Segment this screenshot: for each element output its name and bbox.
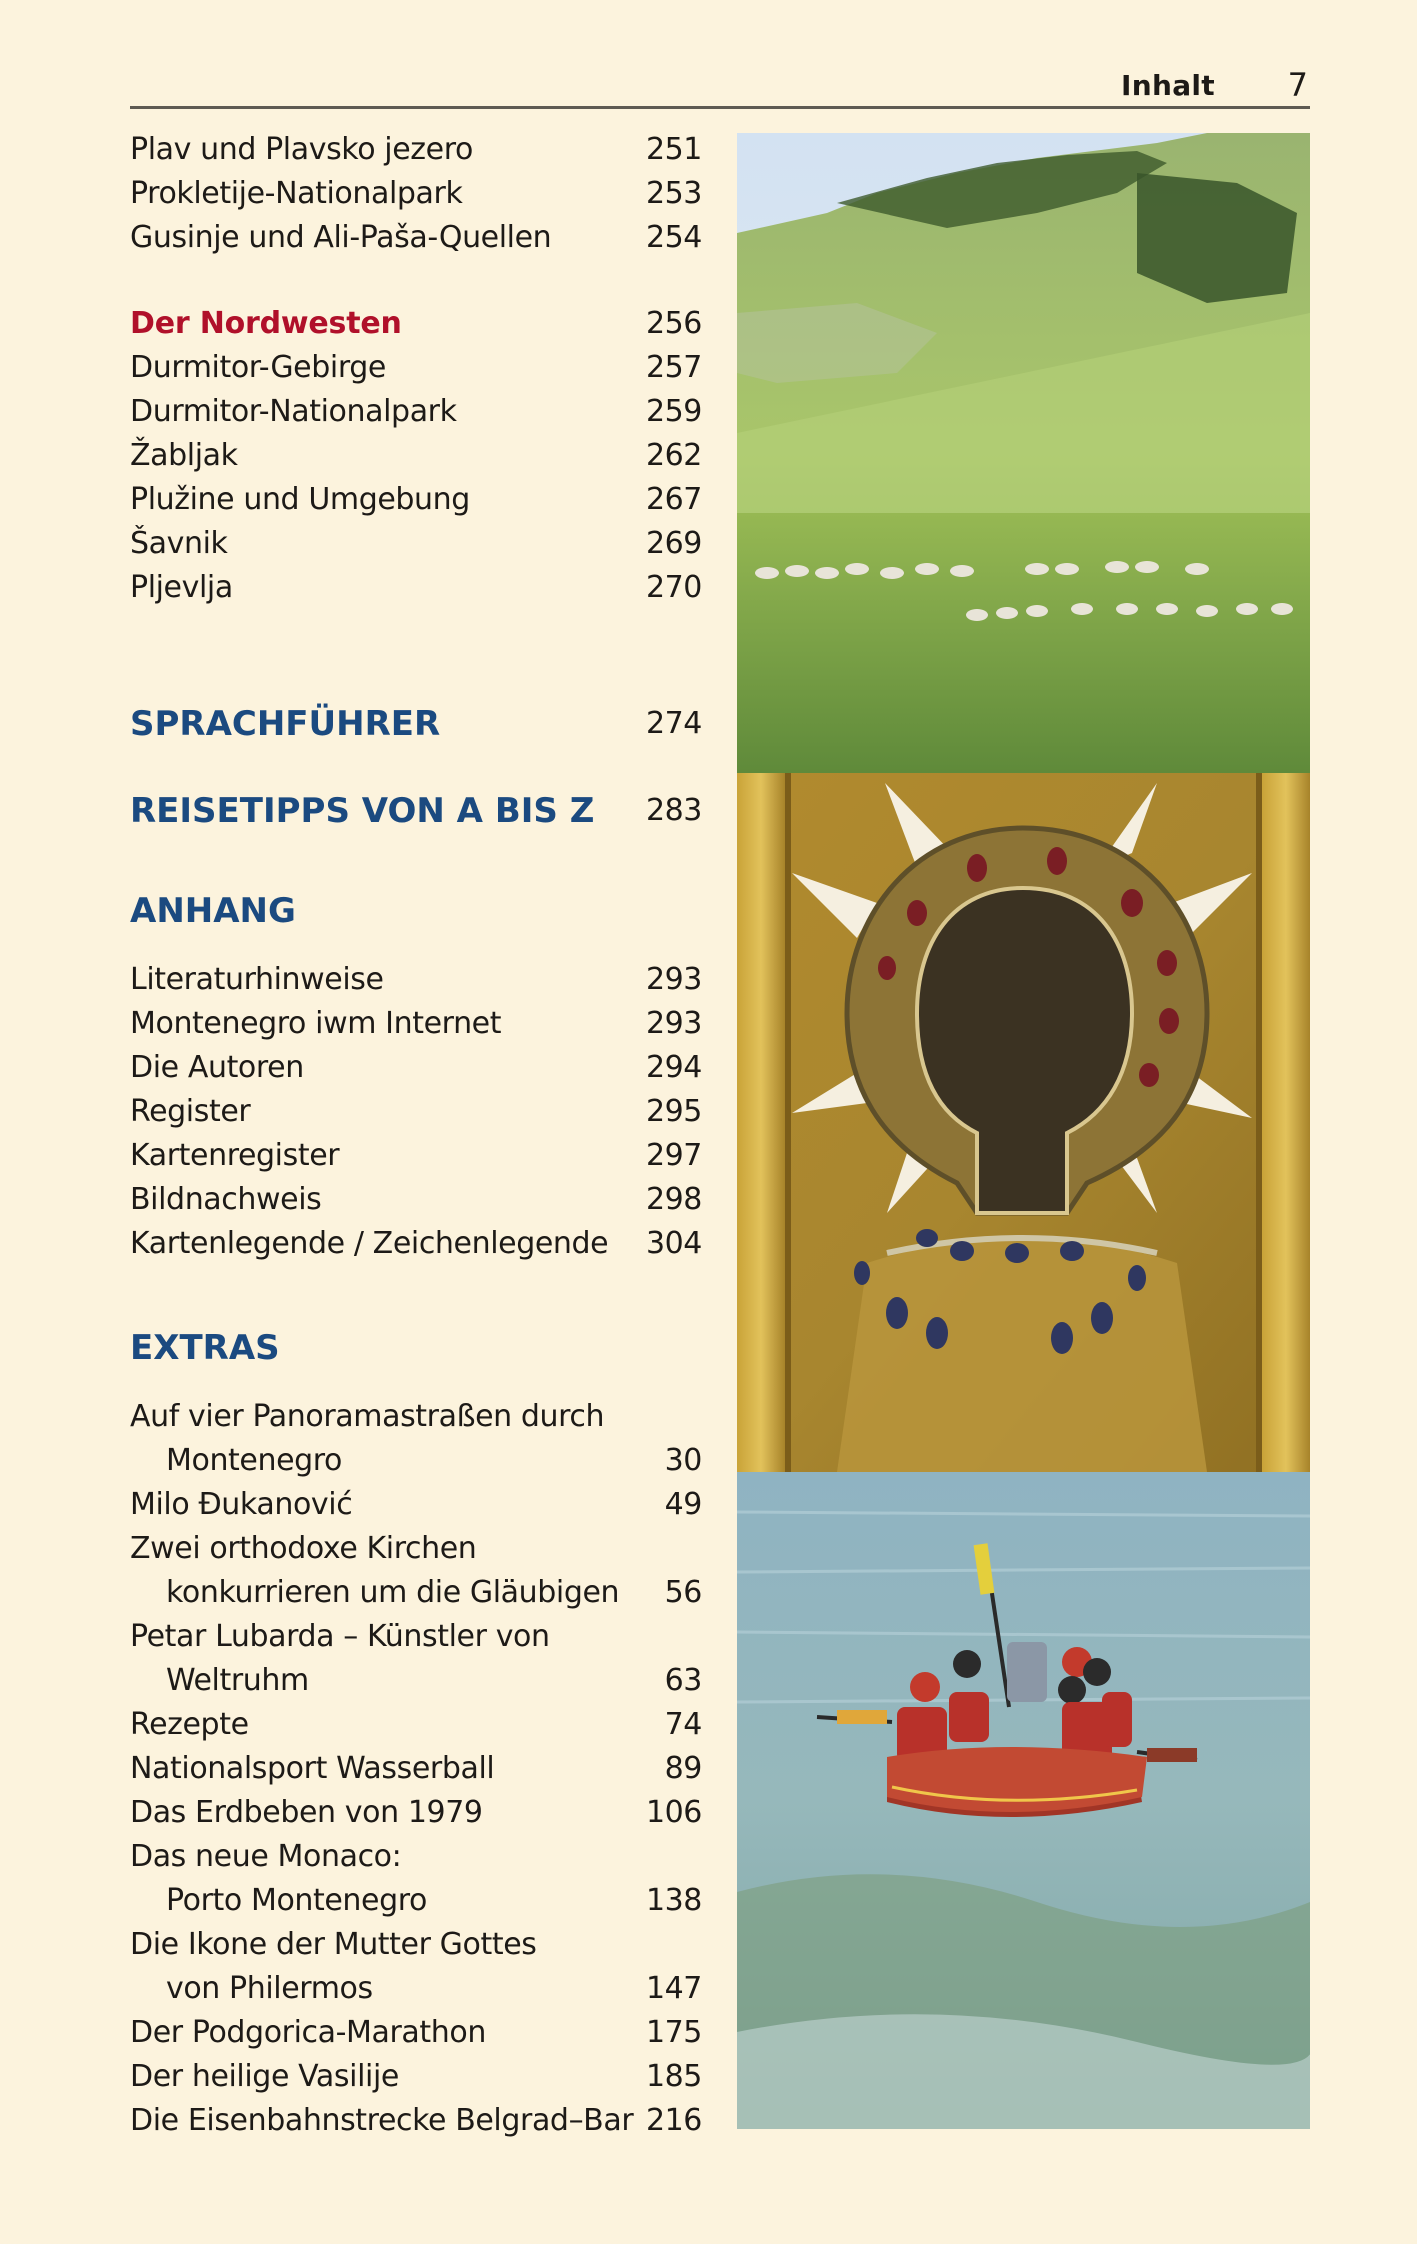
toc-entry-label: Gusinje und Ali-Paša-Quellen [130, 220, 552, 255]
toc-entry-label: Šavnik [130, 526, 228, 561]
toc-entry-label-continued: Weltruhm [166, 1663, 309, 1698]
toc-entry[interactable] [130, 1791, 702, 1835]
toc-entry-page: 106 [645, 1795, 702, 1830]
toc-entry-page: 295 [645, 1094, 702, 1129]
toc-entry-label: Pljevlja [130, 570, 233, 605]
toc-extra-line1[interactable] [130, 1395, 702, 1439]
toc-extra-line1[interactable] [130, 1923, 702, 1967]
toc-entry-page: 256 [645, 306, 702, 341]
toc-entry-page: 63 [664, 1663, 702, 1698]
toc-entry-page: 175 [645, 2015, 702, 2050]
running-head-title: Inhalt [1121, 69, 1215, 102]
toc-extra-line1[interactable] [130, 1835, 702, 1879]
toc-entry-page: 138 [645, 1883, 702, 1918]
toc-entry-page: 293 [645, 962, 702, 997]
toc-entry-label: Literaturhinweise [130, 962, 384, 997]
toc-entry[interactable] [130, 2011, 702, 2055]
table-of-contents [130, 0, 702, 2244]
toc-entry[interactable] [130, 522, 702, 566]
toc-entry-label: Prokletije-Nationalpark [130, 176, 463, 211]
toc-extra-line2[interactable] [130, 1439, 702, 1483]
toc-entry-label: Montenegro iwm Internet [130, 1006, 502, 1041]
toc-entry-label: Durmitor-Nationalpark [130, 394, 457, 429]
toc-entry[interactable] [130, 2099, 702, 2143]
toc-entry-label: Die Autoren [130, 1050, 304, 1085]
toc-entry[interactable] [130, 958, 702, 1002]
toc-extra-line1[interactable] [130, 1615, 702, 1659]
toc-entry-label: Žabljak [130, 438, 238, 473]
toc-section-sprachfuehrer[interactable] [130, 702, 702, 746]
toc-entry-page: 89 [664, 1751, 702, 1786]
toc-entry-label: Auf vier Panoramastraßen durch [130, 1399, 605, 1434]
toc-entry-label: Kartenlegende / Zeichenlegende [130, 1226, 609, 1261]
toc-entry[interactable] [130, 1222, 702, 1266]
toc-entry[interactable] [130, 1134, 702, 1178]
toc-entry-page: 185 [645, 2059, 702, 2094]
toc-entry-page: 298 [645, 1182, 702, 1217]
toc-entry-page: 74 [664, 1707, 702, 1742]
toc-entry[interactable] [130, 346, 702, 390]
toc-entry-label-continued: von Philermos [166, 1971, 373, 2006]
toc-entry-label: Milo Đukanović [130, 1487, 353, 1522]
toc-entry-label: Bildnachweis [130, 1182, 322, 1217]
toc-entry[interactable] [130, 1483, 702, 1527]
toc-entry-page: 294 [645, 1050, 702, 1085]
photo-column [737, 133, 1310, 2129]
toc-entry-label: Durmitor-Gebirge [130, 350, 386, 385]
section-heading: EXTRAS [130, 1328, 280, 1368]
toc-entry-page: 270 [645, 570, 702, 605]
toc-entry[interactable] [130, 1178, 702, 1222]
toc-entry[interactable] [130, 390, 702, 434]
icon-image [737, 773, 1310, 1472]
toc-entry-page: 56 [664, 1575, 702, 1610]
toc-entry-label: Zwei orthodoxe Kirchen [130, 1531, 477, 1566]
toc-entry-page: 269 [645, 526, 702, 561]
toc-entry[interactable] [130, 1703, 702, 1747]
toc-entry-page: 262 [645, 438, 702, 473]
toc-chapter-der-nordwesten[interactable] [130, 302, 702, 346]
toc-extra-line2[interactable] [130, 1571, 702, 1615]
toc-entry-page: 254 [645, 220, 702, 255]
toc-entry-label: Plav und Plavsko jezero [130, 132, 473, 167]
section-heading: ANHANG [130, 891, 296, 931]
toc-entry-page: 49 [664, 1487, 702, 1522]
toc-entry-label: Register [130, 1094, 251, 1129]
page-number: 7 [1287, 66, 1308, 104]
toc-entry-page: 30 [664, 1443, 702, 1478]
toc-entry-page: 257 [645, 350, 702, 385]
toc-entry-page: 216 [645, 2103, 702, 2138]
toc-entry[interactable] [130, 128, 702, 172]
toc-entry[interactable] [130, 1002, 702, 1046]
toc-entry[interactable] [130, 1747, 702, 1791]
toc-entry-page: 267 [645, 482, 702, 517]
photo-mountain-pasture [737, 133, 1310, 773]
toc-extra-line2[interactable] [130, 1879, 702, 1923]
section-heading: REISETIPPS VON A BIS Z [130, 791, 595, 831]
toc-entry-page: 251 [645, 132, 702, 167]
toc-entry[interactable] [130, 216, 702, 260]
photo-icon-philermos [737, 773, 1310, 1472]
toc-entry-label: Nationalsport Wasserball [130, 1751, 495, 1786]
toc-section-reisetipps[interactable] [130, 789, 702, 833]
toc-entry-label: Plužine und Umgebung [130, 482, 470, 517]
toc-entry-label: Die Ikone der Mutter Gottes [130, 1927, 537, 1962]
toc-entry-label: Petar Lubarda – Künstler von [130, 1619, 550, 1654]
toc-entry-page: 304 [645, 1226, 702, 1261]
toc-extra-line2[interactable] [130, 1967, 702, 2011]
landscape-image [737, 133, 1310, 773]
toc-entry-page: 259 [645, 394, 702, 429]
toc-section-anhang [130, 889, 702, 933]
toc-entry-page: 147 [645, 1971, 702, 2006]
toc-entry-label: Rezepte [130, 1707, 249, 1742]
toc-entry-label: Der heilige Vasilije [130, 2059, 399, 2094]
chapter-heading: Der Nordwesten [130, 306, 402, 341]
toc-entry[interactable] [130, 172, 702, 216]
toc-entry-page: 293 [645, 1006, 702, 1041]
toc-entry[interactable] [130, 434, 702, 478]
toc-entry-label: Die Eisenbahnstrecke Belgrad–Bar [130, 2103, 634, 2138]
toc-entry-label: Kartenregister [130, 1138, 340, 1173]
toc-entry-label-continued: Montenegro [166, 1443, 343, 1478]
rafting-image [737, 1472, 1310, 2129]
toc-entry[interactable] [130, 566, 702, 610]
toc-entry-label-continued: konkurrieren um die Gläubigen [166, 1575, 620, 1610]
toc-entry-label: Der Podgorica-Marathon [130, 2015, 486, 2050]
toc-entry-label: Das neue Monaco: [130, 1839, 402, 1874]
toc-entry[interactable] [130, 478, 702, 522]
toc-entry-page: 297 [645, 1138, 702, 1173]
toc-entry-page: 283 [645, 793, 702, 828]
toc-entry-page: 274 [645, 706, 702, 741]
toc-entry[interactable] [130, 1046, 702, 1090]
photo-rafting [737, 1472, 1310, 2129]
toc-entry-label: Das Erdbeben von 1979 [130, 1795, 483, 1830]
section-heading: SPRACHFÜHRER [130, 704, 441, 744]
toc-entry[interactable] [130, 1090, 702, 1134]
toc-section-extras [130, 1326, 702, 1370]
toc-entry[interactable] [130, 2055, 702, 2099]
toc-extra-line2[interactable] [130, 1659, 702, 1703]
toc-entry-label-continued: Porto Montenegro [166, 1883, 427, 1918]
toc-entry-page: 253 [645, 176, 702, 211]
toc-extra-line1[interactable] [130, 1527, 702, 1571]
